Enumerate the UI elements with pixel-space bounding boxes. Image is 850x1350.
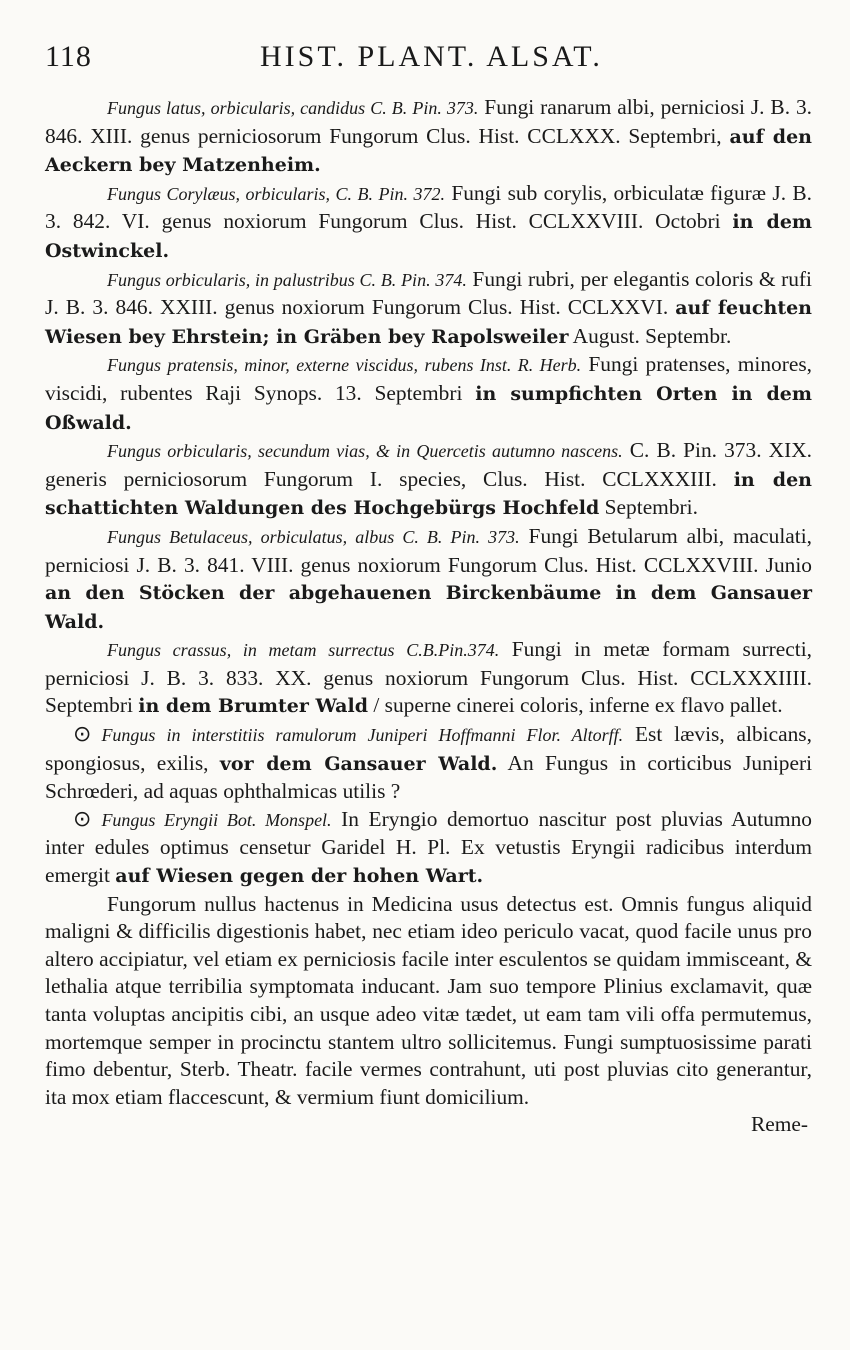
entry-description: Est lævis, albicans, spongiosus, exilis, [45,722,812,775]
entry-location: auf feuchten Wiesen bey Ehrstein; in Gräben bey Rapolsweiler [45,297,812,348]
entry-lead: Fungus pratensis, minor, externe viscidus, rubens Inst. R. Herb. [107,355,582,376]
entry-location: auf Wiesen gegen der hohen Wart. [115,865,484,888]
entry-tail: / superne cinerei coloris, inferne ex flavo pallet. [368,693,783,718]
entry-description: Fungi rubri, per elegantis coloris & rufi J. B. 3. 846. XXIII. genus noxiorum Fungorum Clus. Hist. CCLXXVI. [45,266,812,320]
entry-lead: Fungus Eryngii Bot. Monspel. [101,809,332,830]
entry-description: C. B. Pin. 373. XIX. generis perniciosorum Fungorum I. species, Clus. Hist. CCLXXXIII. [45,438,812,491]
entry-location: auf den Aeckern bey Matzenheim. [45,125,812,177]
entry-fungus-corylaeus [45,180,812,266]
entry-tail: August. Septembr. [568,323,732,348]
entry-lead: Fungus orbicularis, in palustribus C. B. Pin. 374. [107,269,467,290]
page-number: 118 [45,40,92,73]
body-text [45,94,812,1139]
entry-location: in dem Ostwinckel. [45,211,813,262]
catchword: Reme- [750,1112,808,1137]
entry-location: in den schattichten Waldungen des Hochgebürgs Hochfeld [45,468,812,520]
circle-dot-icon: ⊙ [73,722,92,748]
entry-description: Fungi Betularum albi, maculati, perniciosi J. B. 3. 841. VIII. genus noxiorum Fungorum Clus. Hist. CCLXXVIII. Junio [45,523,812,577]
entry-lead: Fungus orbicularis, secundum vias, & in Quercetis autumno nascens. [107,441,623,462]
entry-fungus-pratensis [45,351,812,437]
entry-description: Fungi ranarum albi, perniciosi J. B. 3. 846. XIII. genus perniciosorum Fungorum Clus. Hist. CCLXXX. Septembri, [45,95,812,148]
entry-lead: Fungus in interstitiis ramulorum Juniperi Hoffmanni Flor. Altorff. [101,725,624,746]
entry-description: In Eryngio demortuo nascitur post pluvias Autumno inter edules optimus censetur Garidel H. Pl. Ex vetustis Eryngii radicibus interdum emergit [45,806,812,888]
page-header [45,38,812,84]
entry-lead: Fungus crassus, in metam surrectus C.B.Pin.374. [107,640,500,661]
entry-location: an den Stöcken der abgehauenen Birckenbäume in dem Gansauer Wald. [45,582,812,633]
entry-description: Fungi in metæ formam surrecti, perniciosi J. B. 3. 833. XX. genus noxiorum Fungorum Clus. Hist. CCLXXXIIII. Septembri [45,637,812,718]
entry-location: in dem Brumter Wald [138,695,368,718]
entry-tail: Septembri. [599,495,698,520]
entry-location: vor dem Gansauer Wald. [219,752,498,775]
entry-fungus-juniperi [45,721,812,806]
entry-lead: Fungus Corylæus, orbicularis, C. B. Pin. 372. [107,183,445,204]
entry-location: in sumpfichten Orten in dem Oßwald. [45,382,812,434]
closing-paragraph: Fungorum nullus hactenus in Medicina usus detectus est. Omnis fungus aliquid maligni & difficilis digestionis habet, nec etiam ideo periculo vacat, quod facile unus pro altero accipiatur, vel etiam ex perniciosis facile inter esculentos se quidam immisceant, & lethalia atque terribilia symptomata inducant. Jam suo tempore Plinius exclamavit, quæ tanta voluptas ancipitis cibi, an usque adeo vitæ tædet, ut eam tam vili offa permutemus, mortemque semper in procinctu stantem ultro sollicitemus. Fungi sumptuosissime parati fimo debentur, Sterb. Theatr. facile vermes contrahunt, uti post pluvias cito generantur, ita mox etiam flaccescunt, & vermium fiunt domicilium. [45,891,812,1109]
entry-fungus-palustribus [45,266,812,352]
entry-fungus-quercetis [45,437,812,523]
entry-description: Fungi sub corylis, orbiculatæ figuræ J. B. 3. 842. VI. genus noxiorum Fungorum Clus. Hist. CCLXXVIII. Octobri [45,180,813,234]
entry-fungus-latus [45,94,812,180]
entry-lead: Fungus Betulaceus, orbiculatus, albus C. B. Pin. 373. [107,526,520,547]
circle-dot-icon: ⊙ [73,806,92,832]
entry-fungus-crassus [45,636,812,721]
running-title: HIST. PLANT. ALSAT. [260,40,603,73]
entry-lead: Fungus latus, orbicularis, candidus C. B. Pin. 373. [107,98,479,118]
entry-fungus-betulaceus [45,523,812,636]
entry-description: Fungi pratenses, minores, viscidi, rubentes Raji Synops. 13. Septembri [45,352,812,405]
entry-fungus-eryngii [45,806,812,891]
entry-tail: An Fungus in corticibus Juniperi Schrœderi, ad aquas ophthalmicas utilis ? [45,750,813,804]
